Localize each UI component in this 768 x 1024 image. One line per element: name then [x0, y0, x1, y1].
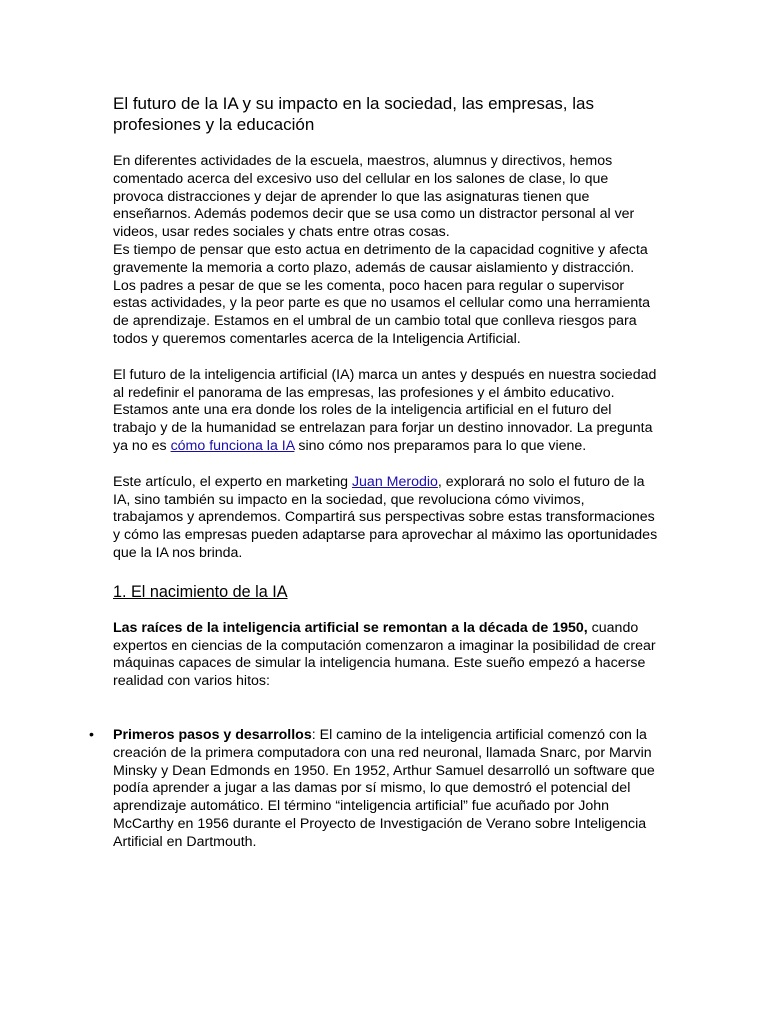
roots-paragraph — [113, 620, 658, 691]
como-funciona-ia-link[interactable]: cómo funciona la IA — [170, 437, 295, 454]
article-paragraph-text-start: Este artículo, el experto en marketing — [113, 473, 352, 490]
future-paragraph-text-start: El futuro de la inteligencia artificial (IA) marca un antes y después en nuestra sociedad al redefinir el panorama de las empresas, las profesiones y el ámbito educativo. Estamos ante una era donde los roles de la inteligencia artificial en el futuro del trabajo y de la humanidad se entrelazan para forjar un destino innovador. La pregunta ya no es — [113, 366, 657, 454]
intro-paragraph-2: Es tiempo de pensar que esto actua en detrimento de la capacidad cognitive y afecta gravemente la memoria a corto plazo, además de causar aislamiento y distracción. Los padres a pesar de que se les comenta, poco hacen para regular o supervisor estas actividades, y la peor parte es que no usamos el cellular como una herramienta de aprendizaje. Estamos en el umbral de un cambio total que conlleva riesgos para todos y queremos comentarles acerca de la Inteligencia Artificial. — [113, 241, 651, 347]
juan-merodio-link[interactable]: Juan Merodio — [351, 473, 438, 490]
section-1-heading: 1. El nacimiento de la IA — [113, 582, 288, 601]
bullet-icon: • — [89, 726, 94, 743]
roots-paragraph-bold: Las raíces de la inteligencia artificial se remontan a la década de 1950, — [113, 619, 588, 636]
milestones-list — [89, 726, 658, 852]
intro-paragraph-1: En diferentes actividades de la escuela, maestros, alumnus y directivos, hemos comentado acerca del excesivo uso del cellular en los salones de clase, lo que provoca distracciones y dejar de aprender lo que las asignaturas tienen que enseñarnos. Además podemos decir que se usa como un distractor personal al ver videos, usar redes sociales y chats entre otras cosas. — [113, 153, 635, 241]
future-paragraph-text-end: sino cómo nos preparamos para lo que viene. — [294, 437, 587, 454]
roots-paragraph-text: cuando expertos en ciencias de la computación comenzaron a imaginar la posibilidad de crear máquinas capaces de simular la inteligencia humana. Este sueño empezó a hacerse realidad con varios hitos: — [113, 619, 656, 690]
document-title: El futuro de la IA y su impacto en la sociedad, las empresas, las profesiones y la educación — [113, 94, 594, 134]
article-paragraph — [113, 474, 658, 563]
article-paragraph-text-end: , explorará no solo el futuro de la IA, sino también su impacto en la sociedad, que revoluciona cómo vivimos, trabajamos y aprendemos. Compartirá sus perspectivas sobre estas transformaciones y cómo las empresas pueden adaptarse para aprovechar al máximo las oportunidades que la IA nos brinda. — [113, 473, 658, 561]
list-item — [89, 726, 658, 852]
future-paragraph — [113, 367, 658, 456]
document-page — [89, 93, 658, 852]
list-item-bold: Primeros pasos y desarrollos — [113, 726, 312, 743]
list-item-text: : El camino de la inteligencia artificial comenzó con la creación de la primera computadora con una red neuronal, llamada Snarc, por Marvin Minsky y Dean Edmonds en 1950. En 1952, Arthur Samuel desarrolló un software que podía aprender a jugar a las damas por sí mismo, lo que demostró el potencial del aprendizaje automático. El término “inteligencia artificial” fue acuñado por John McCarthy en 1956 durante el Proyecto de Investigación de Verano sobre Inteligencia Artificial en Dartmouth. — [113, 726, 655, 850]
